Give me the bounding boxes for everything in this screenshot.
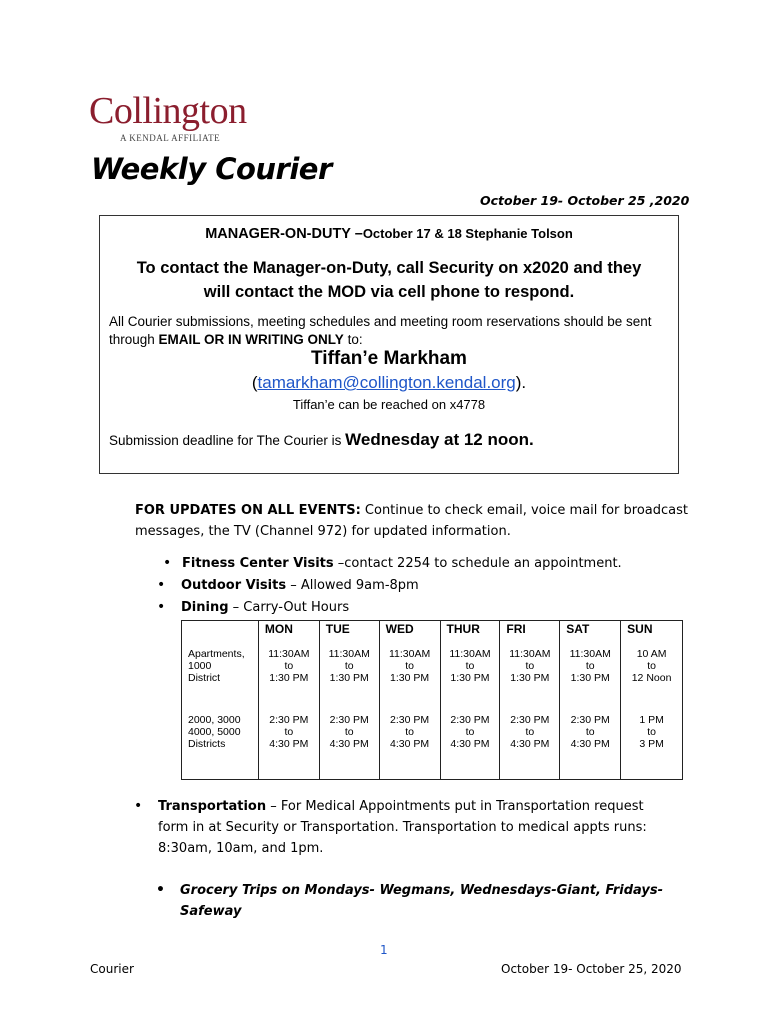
- cell-line: 1:30 PM: [269, 672, 309, 684]
- cell-line: to: [525, 726, 535, 738]
- deadline-prefix: Submission deadline for The Courier is: [109, 433, 346, 448]
- table-header: THUR: [440, 621, 500, 649]
- cell-line: 1:30 PM: [510, 672, 550, 684]
- row-label-line: 2000, 3000: [188, 714, 241, 726]
- cell-line: 4:30 PM: [269, 738, 309, 750]
- cell-line: 4:30 PM: [570, 738, 610, 750]
- cell-line: 4:30 PM: [450, 738, 490, 750]
- page-title: Weekly Courier: [91, 152, 332, 186]
- row-label: [182, 708, 259, 780]
- cell-line: to: [405, 660, 414, 672]
- transportation-text: – For Medical Appointments put in Transportation request form in at Security or Transportation. Transportation to medical appts runs: 8:30am, 10am, and 1pm.: [158, 799, 647, 856]
- grocery-item: [156, 880, 670, 922]
- mod-detail: October 17 & 18 Stephanie Tolson: [362, 226, 573, 241]
- cell-line: 2:30 PM: [390, 714, 430, 726]
- table-row: [182, 648, 683, 708]
- cell-line: 1:30 PM: [450, 672, 490, 684]
- table-header-empty: [182, 621, 259, 649]
- cell-line: 4:30 PM: [510, 738, 550, 750]
- grocery-text: Grocery Trips on Mondays- Wegmans, Wednesdays-Giant, Fridays-Safeway: [180, 883, 664, 919]
- cell-line: 11:30AM: [449, 648, 491, 660]
- table-cell: [500, 648, 560, 708]
- cell-line: 11:30AM: [509, 648, 551, 660]
- row-label-line: Apartments,: [188, 648, 245, 660]
- bullet-icon: •: [163, 555, 172, 571]
- table-header: SAT: [560, 621, 621, 649]
- row-label: [182, 648, 259, 708]
- cell-line: 2:30 PM: [510, 714, 550, 726]
- email-close: ).: [515, 373, 527, 392]
- transportation-item: [134, 796, 678, 859]
- footer-right: October 19- October 25, 2020: [501, 962, 682, 976]
- cell-line: 2:30 PM: [450, 714, 490, 726]
- table-cell: [621, 708, 683, 780]
- cell-line: to: [585, 660, 595, 672]
- table-cell: [440, 648, 500, 708]
- table-cell: [379, 648, 440, 708]
- cell-line: 4:30 PM: [390, 738, 430, 750]
- mod-label: MANAGER-ON-DUTY –: [205, 226, 363, 242]
- cell-line: 11:30AM: [388, 648, 431, 660]
- cell-line: to: [405, 726, 414, 738]
- cell-line: 3 PM: [639, 738, 664, 750]
- cell-line: 2:30 PM: [329, 714, 369, 726]
- submissions-note: [109, 313, 674, 348]
- table-cell: [560, 648, 621, 708]
- cell-line: 10 AM: [636, 648, 667, 660]
- contact-phone: Tiffan’e can be reached on x4778: [292, 397, 486, 412]
- contact-instructions: [99, 256, 679, 304]
- row-label-line: 4000, 5000: [188, 726, 241, 738]
- updates-text: Continue to check email, voice mail for broadcast messages, the TV (Channel 972) for updated information.: [135, 503, 688, 539]
- table-cell: [379, 708, 440, 780]
- bullet-label: Outdoor Visits: [181, 578, 287, 593]
- updates-paragraph: [135, 500, 695, 542]
- submissions-suffix: to:: [343, 331, 363, 347]
- logo-tagline: A KENDAL AFFILIATE: [120, 133, 221, 143]
- cell-line: to: [465, 660, 475, 672]
- table-header: TUE: [319, 621, 379, 649]
- bullet-icon: •: [157, 599, 166, 615]
- table-cell: [440, 708, 500, 780]
- cell-line: to: [465, 726, 475, 738]
- table-cell: [621, 648, 683, 708]
- cell-line: 11:30AM: [569, 648, 611, 660]
- row-label-line: Districts: [188, 738, 226, 750]
- table-header: MON: [258, 621, 319, 649]
- dining-schedule-table: [181, 620, 683, 780]
- submissions-prefix: All Courier submissions, meeting schedules and meeting room reservations should be sent through: [109, 314, 652, 347]
- cell-line: to: [525, 660, 535, 672]
- cell-line: 1:30 PM: [390, 672, 430, 684]
- cell-line: to: [284, 660, 294, 672]
- cell-line: 11:30AM: [268, 648, 310, 660]
- list-item: [157, 599, 350, 615]
- contact-line-2: will contact the MOD via cell phone to respond.: [203, 283, 575, 301]
- bullet-icon: •: [134, 798, 143, 814]
- cell-line: 1 PM: [639, 714, 664, 726]
- page-number: 1: [380, 943, 388, 957]
- cell-line: 2:30 PM: [570, 714, 610, 726]
- contact-line-1: To contact the Manager-on-Duty, call Security on x2020 and they: [136, 259, 642, 277]
- table-cell: [258, 708, 319, 780]
- cell-line: 2:30 PM: [269, 714, 309, 726]
- table-cell: [319, 708, 379, 780]
- table-cell: [500, 708, 560, 780]
- cell-line: to: [344, 660, 354, 672]
- submissions-method: EMAIL OR IN WRITING ONLY: [158, 331, 344, 347]
- bullet-text: – Allowed 9am-8pm: [286, 578, 419, 593]
- bullet-label: Dining: [181, 600, 229, 615]
- bullet-text: –contact 2254 to schedule an appointment.: [333, 556, 622, 571]
- cell-line: 1:30 PM: [570, 672, 610, 684]
- table-header: FRI: [500, 621, 560, 649]
- table-cell: [319, 648, 379, 708]
- cell-line: to: [585, 726, 595, 738]
- table-row: [182, 708, 683, 780]
- bullet-text: – Carry-Out Hours: [228, 600, 350, 615]
- contact-name: Tiffan’e Markham: [311, 348, 467, 369]
- date-range: October 19- October 25 ,2020: [480, 193, 690, 208]
- bullet-label: Fitness Center Visits: [182, 556, 334, 571]
- row-label-line: 1000: [188, 660, 212, 672]
- cell-line: 12 Noon: [631, 672, 672, 684]
- cell-line: to: [647, 726, 656, 738]
- logo: Collington: [89, 90, 247, 132]
- footer-left: Courier: [90, 962, 134, 976]
- cell-line: to: [344, 726, 354, 738]
- list-item: [163, 555, 622, 571]
- cell-line: 11:30AM: [328, 648, 370, 660]
- table-header: SUN: [621, 621, 683, 649]
- bullet-icon: •: [157, 577, 166, 593]
- updates-label: FOR UPDATES ON ALL EVENTS:: [135, 503, 361, 518]
- transportation-label: Transportation: [158, 799, 267, 814]
- email-open: (: [251, 373, 258, 392]
- table-cell: [258, 648, 319, 708]
- cell-line: to: [284, 726, 294, 738]
- bullet-icon: •: [156, 882, 165, 898]
- deadline-time: Wednesday at 12 noon.: [345, 430, 534, 449]
- cell-line: 1:30 PM: [329, 672, 369, 684]
- email-link[interactable]: tamarkham@collington.kendal.org: [257, 373, 516, 392]
- table-cell: [560, 708, 621, 780]
- cell-line: to: [647, 660, 656, 672]
- row-label-line: District: [188, 672, 221, 684]
- contact-email-line: [99, 373, 679, 393]
- table-header: WED: [379, 621, 440, 649]
- list-item: [157, 577, 419, 593]
- cell-line: 4:30 PM: [329, 738, 369, 750]
- manager-on-duty: [99, 226, 679, 242]
- submission-deadline: [109, 430, 534, 450]
